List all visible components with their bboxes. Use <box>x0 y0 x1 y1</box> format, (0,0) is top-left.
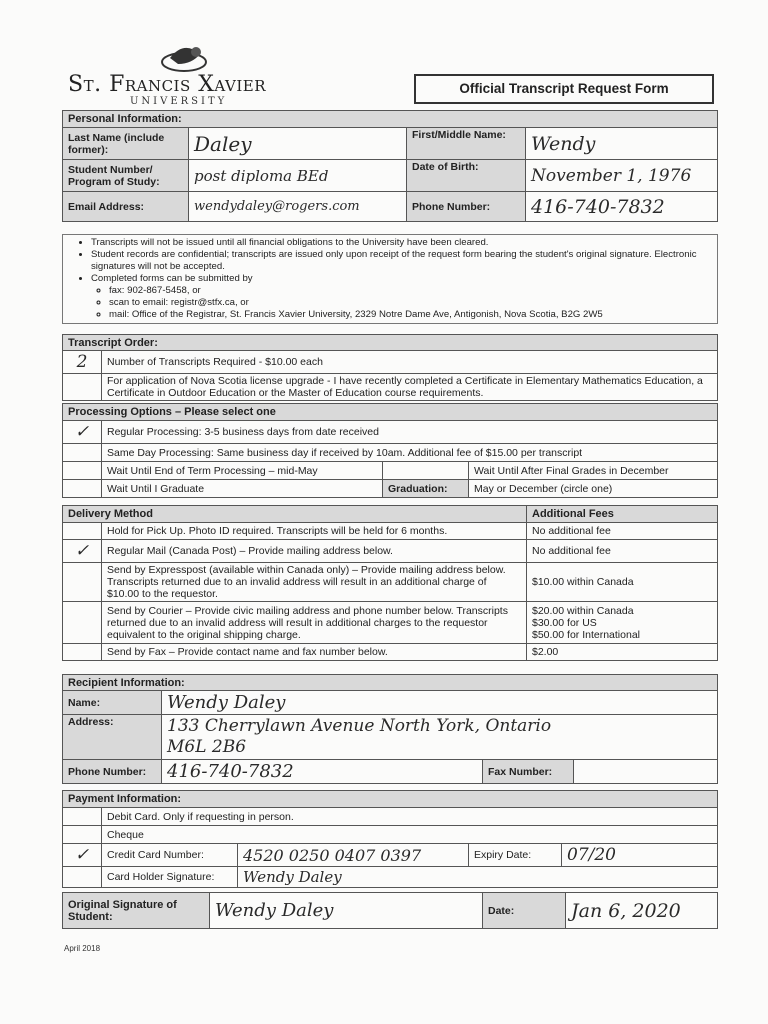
transcript-order-table <box>62 334 718 401</box>
transcript-count-value: 2 <box>76 352 88 372</box>
recipient-address-line2: M6L 2B6 <box>167 737 247 757</box>
student-signature-value: Wendy Daley <box>215 900 334 921</box>
wait-final-grades-checkbox[interactable] <box>383 462 469 480</box>
expiry-date-label: Expiry Date: <box>469 844 562 867</box>
delivery-method-table <box>62 505 718 661</box>
regular-processing-label: Regular Processing: 3-5 business days from date received <box>102 421 718 444</box>
email-value: wendydaley@rogers.com <box>194 199 360 214</box>
submission-notice <box>62 234 718 324</box>
expiry-date-field[interactable] <box>562 844 718 867</box>
delivery-option-checkbox[interactable] <box>63 602 102 644</box>
processing-options-heading: Processing Options – Please select one <box>63 404 718 421</box>
delivery-option-fee: No additional fee <box>527 523 718 540</box>
payment-information-heading: Payment Information: <box>63 791 718 808</box>
delivery-option-checkbox[interactable] <box>63 523 102 540</box>
additional-fees-heading: Additional Fees <box>527 506 718 523</box>
notice-item: • Student records are confidential; transcripts are issued only upon receipt of the request form bearing the student's original signature. Electronic signatures will not be accepted. <box>91 249 717 273</box>
personal-information-table <box>62 110 718 222</box>
recipient-phone-value: 416-740-7832 <box>167 761 294 782</box>
cheque-checkbox[interactable] <box>63 826 102 844</box>
recipient-fax-label: Fax Number: <box>483 760 574 784</box>
same-day-processing-label: Same Day Processing: Same business day if received by 10am. Additional fee of $15.00 per transcript <box>102 444 718 462</box>
credit-card-number-label: Credit Card Number: <box>102 844 238 867</box>
expiry-date-value: 07/20 <box>567 845 616 865</box>
student-signature-table <box>62 892 718 929</box>
transcript-order-heading: Transcript Order: <box>63 335 718 351</box>
phone-number-field[interactable] <box>526 192 718 222</box>
check-mark-icon: ✓ <box>74 541 90 561</box>
delivery-option-label: Hold for Pick Up. Photo ID required. Transcripts will be held for 6 months. <box>102 523 527 540</box>
delivery-method-heading: Delivery Method <box>63 506 527 523</box>
wait-end-of-term-label: Wait Until End of Term Processing – mid-May <box>102 462 383 480</box>
cheque-label: Cheque <box>102 826 718 844</box>
student-signature-field[interactable] <box>210 893 483 929</box>
xaverian-ring-icon <box>156 42 212 74</box>
delivery-option-checkbox[interactable] <box>63 563 102 602</box>
regular-processing-checkbox[interactable] <box>63 421 102 444</box>
credit-card-checkbox[interactable] <box>63 844 102 867</box>
transcript-count-field[interactable] <box>63 351 102 374</box>
delivery-option-checkbox[interactable] <box>63 540 102 563</box>
card-holder-signature-value: Wendy Daley <box>243 868 342 886</box>
delivery-option-label: Send by Expresspost (available within Canada only) – Provide mailing address below. Transcripts returned due to an invalid address will result in an additional charge of $10.00 to the requestor. <box>102 563 527 602</box>
wait-end-of-term-checkbox[interactable] <box>63 462 102 480</box>
card-holder-signature-field[interactable] <box>238 867 718 888</box>
delivery-option-checkbox[interactable] <box>63 644 102 661</box>
recipient-phone-field[interactable] <box>162 760 483 784</box>
delivery-option-fee: $20.00 within Canada $30.00 for US $50.00 for International <box>527 602 718 644</box>
credit-card-number-value: 4520 0250 0407 0397 <box>243 845 422 865</box>
recipient-fax-field[interactable] <box>574 760 718 784</box>
student-number-value: post diploma BEd <box>194 166 329 185</box>
check-mark-icon: ✓ <box>74 422 90 442</box>
email-label: Email Address: <box>63 192 189 222</box>
recipient-name-field[interactable] <box>162 691 718 715</box>
check-mark-icon: ✓ <box>74 845 90 865</box>
recipient-address-line1: 133 Cherrylawn Avenue North York, Ontario <box>167 716 552 736</box>
graduation-choice-field[interactable]: May or December (circle one) <box>469 480 718 498</box>
processing-options-table <box>62 403 718 498</box>
university-logo <box>68 42 298 108</box>
credit-card-number-field[interactable] <box>238 844 469 867</box>
same-day-processing-checkbox[interactable] <box>63 444 102 462</box>
recipient-phone-label: Phone Number: <box>63 760 162 784</box>
delivery-option-label: Regular Mail (Canada Post) – Provide mailing address below. <box>102 540 527 563</box>
university-name: St. Francis Xavier <box>68 72 266 97</box>
last-name-label: Last Name (include former): <box>63 128 189 160</box>
card-holder-signature-label: Card Holder Signature: <box>102 867 238 888</box>
nova-scotia-upgrade-label: For application of Nova Scotia license upgrade - I have recently completed a Certificate in Elementary Mathematics Education, a Certificate in Outdoor Education or the Master of Education course requirements. <box>102 374 718 401</box>
transcript-count-label: Number of Transcripts Required - $10.00 each <box>102 351 718 374</box>
phone-number-value: 416-740-7832 <box>531 195 665 218</box>
last-name-value: Daley <box>194 131 252 156</box>
submission-method-email: ◦ scan to email: registr@stfx.ca, or <box>109 297 717 309</box>
wait-graduate-checkbox[interactable] <box>63 480 102 498</box>
first-name-label: First/Middle Name: <box>407 128 526 160</box>
delivery-option-label: Send by Fax – Provide contact name and fax number below. <box>102 644 527 661</box>
wait-final-grades-label: Wait Until After Final Grades in December <box>469 462 718 480</box>
date-of-birth-value: November 1, 1976 <box>531 165 692 186</box>
email-field[interactable] <box>189 192 407 222</box>
submission-method-fax: ◦ fax: 902-867-5458, or <box>109 285 717 297</box>
payment-information-table <box>62 790 718 888</box>
delivery-option-fee: $10.00 within Canada <box>527 563 718 602</box>
debit-card-label: Debit Card. Only if requesting in person. <box>102 808 718 826</box>
recipient-information-heading: Recipient Information: <box>63 675 718 691</box>
signature-date-field[interactable] <box>566 893 718 929</box>
signature-date-value: Jan 6, 2020 <box>571 899 681 922</box>
submission-method-mail: ◦ mail: Office of the Registrar, St. Francis Xavier University, 2329 Notre Dame Ave, Antigonish, Nova Scotia, B2G 2W5 <box>109 309 717 321</box>
recipient-name-label: Name: <box>63 691 162 715</box>
date-of-birth-field[interactable] <box>526 160 718 192</box>
graduation-label: Graduation: <box>383 480 469 498</box>
form-title: Official Transcript Request Form <box>414 74 714 104</box>
notice-item: • Completed forms can be submitted by <box>91 273 717 285</box>
wait-graduate-label: Wait Until I Graduate <box>102 480 383 498</box>
phone-number-label: Phone Number: <box>407 192 526 222</box>
notice-item: • Transcripts will not be issued until all financial obligations to the University have been cleared. <box>91 237 717 249</box>
recipient-address-label: Address: <box>63 715 162 760</box>
signature-date-label: Date: <box>483 893 566 929</box>
recipient-name-value: Wendy Daley <box>167 692 286 713</box>
last-name-field[interactable] <box>189 128 407 160</box>
student-number-field[interactable] <box>189 160 407 192</box>
debit-card-checkbox[interactable] <box>63 808 102 826</box>
personal-information-heading: Personal Information: <box>63 111 718 128</box>
delivery-option-label: Send by Courier – Provide civic mailing address and phone number below. Transcripts returned due to an invalid address will result in additional charges to the requestor equivalent to the original shipping charge. <box>102 602 527 644</box>
first-name-field[interactable] <box>526 128 718 160</box>
student-signature-label: Original Signature of Student: <box>63 893 210 929</box>
university-subtitle: UNIVERSITY <box>130 96 228 107</box>
card-holder-checkbox[interactable] <box>63 867 102 888</box>
delivery-option-fee: $2.00 <box>527 644 718 661</box>
recipient-address-field[interactable] <box>162 715 718 760</box>
student-number-label: Student Number/ Program of Study: <box>63 160 189 192</box>
recipient-information-table <box>62 674 718 784</box>
nova-scotia-upgrade-checkbox[interactable] <box>63 374 102 401</box>
first-name-value: Wendy <box>531 132 596 155</box>
delivery-option-fee: No additional fee <box>527 540 718 563</box>
form-revision-date: April 2018 <box>64 944 101 953</box>
date-of-birth-label: Date of Birth: <box>407 160 526 192</box>
